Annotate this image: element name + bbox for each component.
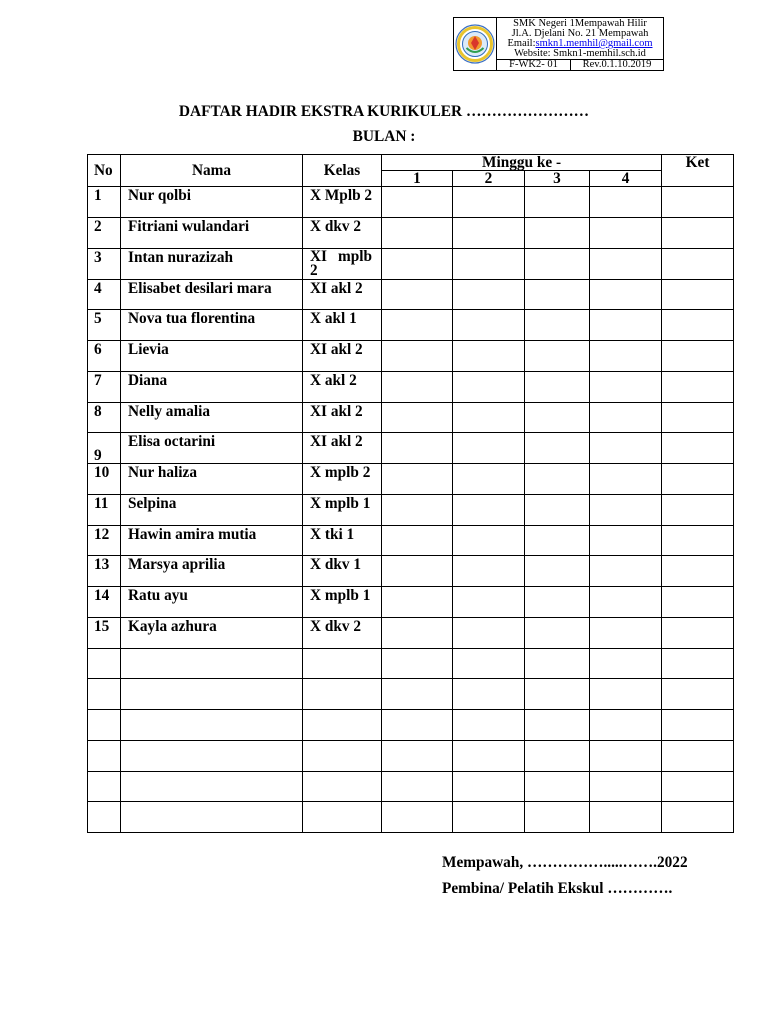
attendance-week-2-cell (453, 341, 525, 372)
note-cell (662, 310, 734, 341)
blank-cell (453, 740, 525, 771)
row-number-cell: 3 (88, 248, 121, 279)
student-class-value: XI akl 2 (310, 433, 363, 451)
student-class-value: X akl 2 (310, 371, 357, 389)
blank-row (88, 771, 734, 802)
attendance-week-3-cell (525, 310, 590, 341)
blank-cell (303, 802, 382, 833)
blank-cell (525, 802, 590, 833)
student-class-cell (303, 556, 382, 587)
blank-cell (453, 648, 525, 679)
attendance-week-4-cell (590, 341, 662, 372)
attendance-week-1-cell (382, 402, 453, 433)
blank-cell (382, 710, 453, 741)
attendance-week-1-cell (382, 279, 453, 310)
blank-cell (525, 679, 590, 710)
blank-cell (121, 679, 303, 710)
blank-cell (382, 802, 453, 833)
student-name-cell: Ratu ayu (121, 587, 303, 618)
attendance-week-4-cell (590, 525, 662, 556)
attendance-week-2-cell (453, 617, 525, 648)
blank-cell (88, 648, 121, 679)
note-cell (662, 371, 734, 402)
attendance-week-1-cell (382, 187, 453, 218)
blank-cell (662, 771, 734, 802)
table-row (88, 464, 734, 495)
school-address: Jl.A. Djelani No. 21 Mempawah (511, 28, 649, 39)
note-cell (662, 402, 734, 433)
attendance-week-3-cell (525, 464, 590, 495)
header-class: Kelas (303, 155, 382, 187)
note-cell (662, 617, 734, 648)
student-name-cell: Hawin amira mutia (121, 525, 303, 556)
attendance-week-3-cell (525, 341, 590, 372)
blank-cell (303, 740, 382, 771)
attendance-week-4-cell (590, 494, 662, 525)
blank-cell (121, 648, 303, 679)
row-number-cell: 4 (88, 279, 121, 310)
attendance-week-2-cell (453, 464, 525, 495)
attendance-week-1-cell (382, 310, 453, 341)
row-number-cell: 14 (88, 587, 121, 618)
student-name-cell: Kayla azhura (121, 617, 303, 648)
attendance-week-3-cell (525, 248, 590, 279)
attendance-week-2-cell (453, 310, 525, 341)
table-row (88, 556, 734, 587)
table-row (88, 433, 734, 464)
table-header (88, 155, 734, 187)
blank-cell (662, 740, 734, 771)
school-name: SMK Negeri 1Mempawah Hilir (513, 18, 647, 29)
blank-cell (303, 679, 382, 710)
attendance-week-1-cell (382, 341, 453, 372)
student-class-value: X dkv 1 (310, 556, 362, 574)
attendance-week-4-cell (590, 587, 662, 618)
blank-cell (590, 648, 662, 679)
blank-cell (303, 710, 382, 741)
student-name-cell: Elisabet desilari mara (121, 279, 303, 310)
student-name-cell: Nur qolbi (121, 187, 303, 218)
row-number-cell: 15 (88, 617, 121, 648)
blank-cell (590, 710, 662, 741)
blank-cell (590, 771, 662, 802)
note-cell (662, 217, 734, 248)
attendance-week-3-cell (525, 187, 590, 218)
student-class-value: XI mplb 2 (310, 248, 372, 279)
blank-cell (382, 648, 453, 679)
attendance-week-3-cell (525, 587, 590, 618)
row-number-cell: 8 (88, 402, 121, 433)
blank-cell (453, 679, 525, 710)
attendance-week-4-cell (590, 617, 662, 648)
table-row (88, 217, 734, 248)
row-number-cell: 12 (88, 525, 121, 556)
table-body (88, 187, 734, 833)
attendance-week-2-cell (453, 402, 525, 433)
student-class-cell (303, 617, 382, 648)
blank-cell (453, 802, 525, 833)
row-number-cell: 1 (88, 187, 121, 218)
blank-cell (590, 679, 662, 710)
attendance-week-3-cell (525, 556, 590, 587)
blank-cell (121, 771, 303, 802)
blank-cell (88, 771, 121, 802)
blank-row (88, 648, 734, 679)
blank-cell (453, 710, 525, 741)
attendance-week-3-cell (525, 402, 590, 433)
attendance-week-4-cell (590, 371, 662, 402)
student-class-value: X akl 1 (310, 310, 357, 328)
school-header-box (453, 17, 664, 71)
attendance-week-1-cell (382, 433, 453, 464)
note-cell (662, 464, 734, 495)
blank-cell (121, 710, 303, 741)
form-info-row (497, 59, 663, 70)
place-date-line: Mempawah, …………….....…….2022 (442, 854, 688, 871)
blank-cell (662, 679, 734, 710)
blank-cell (303, 648, 382, 679)
blank-cell (121, 740, 303, 771)
month-label: BULAN : (352, 128, 416, 145)
student-class-value: X Mplb 2 (310, 187, 373, 204)
attendance-week-2-cell (453, 279, 525, 310)
attendance-table (87, 154, 734, 833)
blank-cell (382, 679, 453, 710)
row-number-cell: 10 (88, 464, 121, 495)
student-name-cell: Intan nurazizah (121, 248, 303, 279)
student-name-cell: Nur haliza (121, 464, 303, 495)
blank-cell (121, 802, 303, 833)
student-class-cell (303, 279, 382, 310)
attendance-week-1-cell (382, 371, 453, 402)
student-class-cell (303, 494, 382, 525)
blank-cell (662, 648, 734, 679)
student-class-value: X mplb 1 (310, 587, 371, 604)
attendance-week-2-cell (453, 587, 525, 618)
table-row (88, 525, 734, 556)
attendance-week-3-cell (525, 217, 590, 248)
attendance-week-3-cell (525, 433, 590, 464)
school-website: Website: Smkn1-memhil.sch.id (514, 48, 646, 59)
attendance-week-2-cell (453, 371, 525, 402)
note-cell (662, 556, 734, 587)
student-class-value: X mplb 1 (310, 494, 371, 512)
table-row (88, 587, 734, 618)
note-cell (662, 279, 734, 310)
table-row (88, 494, 734, 525)
form-revision: Rev.0.1.10.2019 (582, 59, 652, 70)
attendance-week-3-cell (525, 617, 590, 648)
row-number-cell: 9 (88, 433, 121, 464)
school-logo (454, 18, 496, 70)
header-no: No (88, 155, 121, 187)
attendance-week-4-cell (590, 248, 662, 279)
student-class-cell (303, 525, 382, 556)
header-week-4: 4 (590, 171, 662, 187)
blank-cell (303, 771, 382, 802)
table-row (88, 402, 734, 433)
attendance-week-1-cell (382, 617, 453, 648)
blank-cell (525, 771, 590, 802)
attendance-week-2-cell (453, 187, 525, 218)
table-row (88, 371, 734, 402)
row-number-cell: 5 (88, 310, 121, 341)
attendance-week-2-cell (453, 525, 525, 556)
note-cell (662, 494, 734, 525)
blank-cell (525, 710, 590, 741)
student-class-cell (303, 402, 382, 433)
student-class-value: X mplb 2 (310, 464, 371, 481)
attendance-week-1-cell (382, 494, 453, 525)
form-code: F-WK2- 01 (497, 60, 571, 70)
attendance-week-4-cell (590, 187, 662, 218)
student-name-cell: Nova tua florentina (121, 310, 303, 341)
attendance-week-4-cell (590, 433, 662, 464)
school-info (497, 18, 663, 70)
header-note: Ket (662, 155, 734, 187)
page-title: DAFTAR HADIR EKSTRA KURIKULER …………………… (178, 103, 590, 120)
blank-cell (88, 802, 121, 833)
header-week-2: 2 (453, 171, 525, 187)
student-class-value: XI akl 2 (310, 341, 363, 358)
header-weeks: Minggu ke - (382, 155, 662, 171)
row-number-cell: 13 (88, 556, 121, 587)
attendance-week-4-cell (590, 464, 662, 495)
student-class-cell (303, 187, 382, 218)
student-class-cell (303, 248, 382, 279)
student-class-value: X tki 1 (310, 525, 355, 543)
blank-row (88, 710, 734, 741)
row-number-cell: 2 (88, 217, 121, 248)
row-number-cell: 6 (88, 341, 121, 372)
note-cell (662, 187, 734, 218)
school-logo-cell (454, 18, 497, 70)
table-row (88, 617, 734, 648)
attendance-week-1-cell (382, 217, 453, 248)
blank-cell (525, 648, 590, 679)
student-class-cell (303, 217, 382, 248)
attendance-week-4-cell (590, 310, 662, 341)
attendance-week-4-cell (590, 402, 662, 433)
note-cell (662, 525, 734, 556)
note-cell (662, 341, 734, 372)
student-class-cell (303, 433, 382, 464)
student-class-cell (303, 310, 382, 341)
blank-cell (453, 771, 525, 802)
attendance-week-2-cell (453, 556, 525, 587)
blank-cell (662, 710, 734, 741)
coach-signature-line: Pembina/ Pelatih Ekskul …………. (442, 880, 673, 897)
attendance-week-1-cell (382, 525, 453, 556)
student-name-cell: Lievia (121, 341, 303, 372)
student-name-cell: Elisa octarini (121, 433, 303, 464)
table-row (88, 187, 734, 218)
table-row (88, 310, 734, 341)
table-header-row (88, 155, 734, 171)
header-week-1: 1 (382, 171, 453, 187)
table-row (88, 248, 734, 279)
blank-row (88, 740, 734, 771)
student-class-value: X dkv 2 (310, 217, 362, 235)
note-cell (662, 433, 734, 464)
student-class-cell (303, 341, 382, 372)
note-cell (662, 587, 734, 618)
blank-cell (382, 771, 453, 802)
attendance-week-2-cell (453, 248, 525, 279)
attendance-week-2-cell (453, 494, 525, 525)
student-name-cell: Marsya aprilia (121, 556, 303, 587)
student-name-cell: Nelly amalia (121, 402, 303, 433)
note-cell (662, 248, 734, 279)
attendance-week-4-cell (590, 556, 662, 587)
blank-cell (88, 740, 121, 771)
attendance-week-4-cell (590, 217, 662, 248)
student-class-cell (303, 587, 382, 618)
blank-cell (88, 679, 121, 710)
blank-cell (88, 710, 121, 741)
table-row (88, 341, 734, 372)
email-link[interactable]: smkn1.memhil@gmail.com (535, 38, 653, 49)
student-class-cell (303, 464, 382, 495)
blank-cell (590, 802, 662, 833)
row-number-cell: 7 (88, 371, 121, 402)
blank-cell (590, 740, 662, 771)
blank-cell (382, 740, 453, 771)
attendance-week-1-cell (382, 248, 453, 279)
student-name-cell: Fitriani wulandari (121, 217, 303, 248)
blank-row (88, 679, 734, 710)
attendance-week-1-cell (382, 587, 453, 618)
student-name-cell: Selpina (121, 494, 303, 525)
student-class-value: XI akl 2 (310, 402, 363, 420)
blank-cell (662, 802, 734, 833)
email-label: Email: (507, 38, 536, 49)
blank-cell (525, 740, 590, 771)
blank-row (88, 802, 734, 833)
header-name: Nama (121, 155, 303, 187)
attendance-week-1-cell (382, 464, 453, 495)
student-class-value: XI akl 2 (310, 279, 363, 297)
row-number-cell: 11 (88, 494, 121, 525)
table-row (88, 279, 734, 310)
attendance-week-4-cell (590, 279, 662, 310)
attendance-week-3-cell (525, 525, 590, 556)
attendance-week-3-cell (525, 494, 590, 525)
student-name-cell: Diana (121, 371, 303, 402)
student-class-value: X dkv 2 (310, 617, 362, 635)
attendance-week-3-cell (525, 371, 590, 402)
attendance-week-2-cell (453, 217, 525, 248)
student-class-cell (303, 371, 382, 402)
attendance-week-2-cell (453, 433, 525, 464)
attendance-week-3-cell (525, 279, 590, 310)
header-week-3: 3 (525, 171, 590, 187)
attendance-week-1-cell (382, 556, 453, 587)
